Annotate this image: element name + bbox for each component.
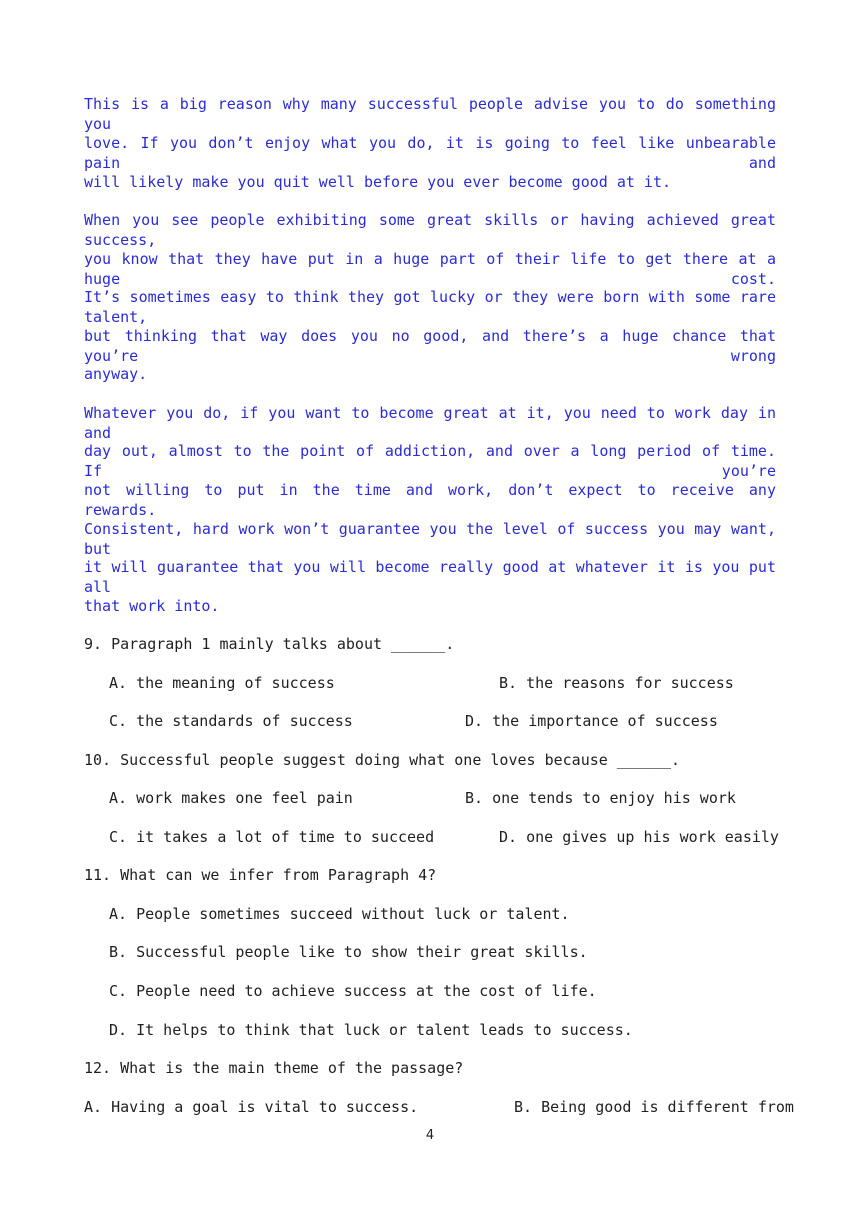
passage-line: not willing to put in the time and work, don’t expect to receive any rewards. [84,481,776,519]
passage-line: but thinking that way does you no good, and there’s a huge chance that you’re wrong [84,327,776,365]
passage-line: Consistent, hard work won’t guarantee you the level of success you may want, but [84,520,776,558]
passage-line: will likely make you quit well before you ever become good at it. [84,173,671,191]
question-10-option-b: B. one tends to enjoy his work [465,789,736,807]
question-10-option-c: C. it takes a lot of time to succeed [109,828,435,846]
passage-line: When you see people exhibiting some great skills or having achieved great success, [84,211,776,249]
question-9-option-c: C. the standards of success [109,712,353,730]
question-stem-10: 10. Successful people suggest doing what one loves because ______. [84,751,681,769]
passage-line: it will guarantee that you will become really good at whatever it is you put all [84,558,776,596]
page-number: 4 [425,1128,435,1143]
passage-line: love. If you don’t enjoy what you do, it is going to feel like unbearable pain and [84,134,776,172]
question-12-option-b: B. Being good is different from [514,1098,794,1116]
passage-line: that work into. [84,597,220,615]
passage-line: It’s sometimes easy to think they got lucky or they were born with some rare talent, [84,288,776,326]
question-11-option-d: D. It helps to think that luck or talent leads to success. [109,1021,633,1039]
question-stem-9: 9. Paragraph 1 mainly talks about ______. [84,635,455,653]
question-9-option-a: A. the meaning of success [109,674,335,692]
question-stem-11: 11. What can we infer from Paragraph 4? [84,866,437,884]
passage-line: This is a big reason why many successful people advise you to do something you [84,95,776,133]
question-11-option-b: B. Successful people like to show their great skills. [109,943,588,961]
passage-line: day out, almost to the point of addiction, and over a long period of time. If you’re [84,442,776,480]
question-12-option-a: A. Having a goal is vital to success. [84,1098,419,1116]
question-10-option-a: A. work makes one feel pain [109,789,353,807]
passage-line: Whatever you do, if you want to become great at it, you need to work day in and [84,404,776,442]
question-10-option-d: D. one gives up his work easily [499,828,779,846]
question-11-option-a: A. People sometimes succeed without luck or talent. [109,905,570,923]
question-9-option-b: B. the reasons for success [499,674,734,692]
passage-line: you know that they have put in a huge part of their life to get there at a huge cost. [84,250,776,288]
question-9-option-d: D. the importance of success [465,712,718,730]
question-stem-12: 12. What is the main theme of the passage? [84,1059,464,1077]
question-11-option-c: C. People need to achieve success at the cost of life. [109,982,597,1000]
passage-line: anyway. [84,365,148,383]
